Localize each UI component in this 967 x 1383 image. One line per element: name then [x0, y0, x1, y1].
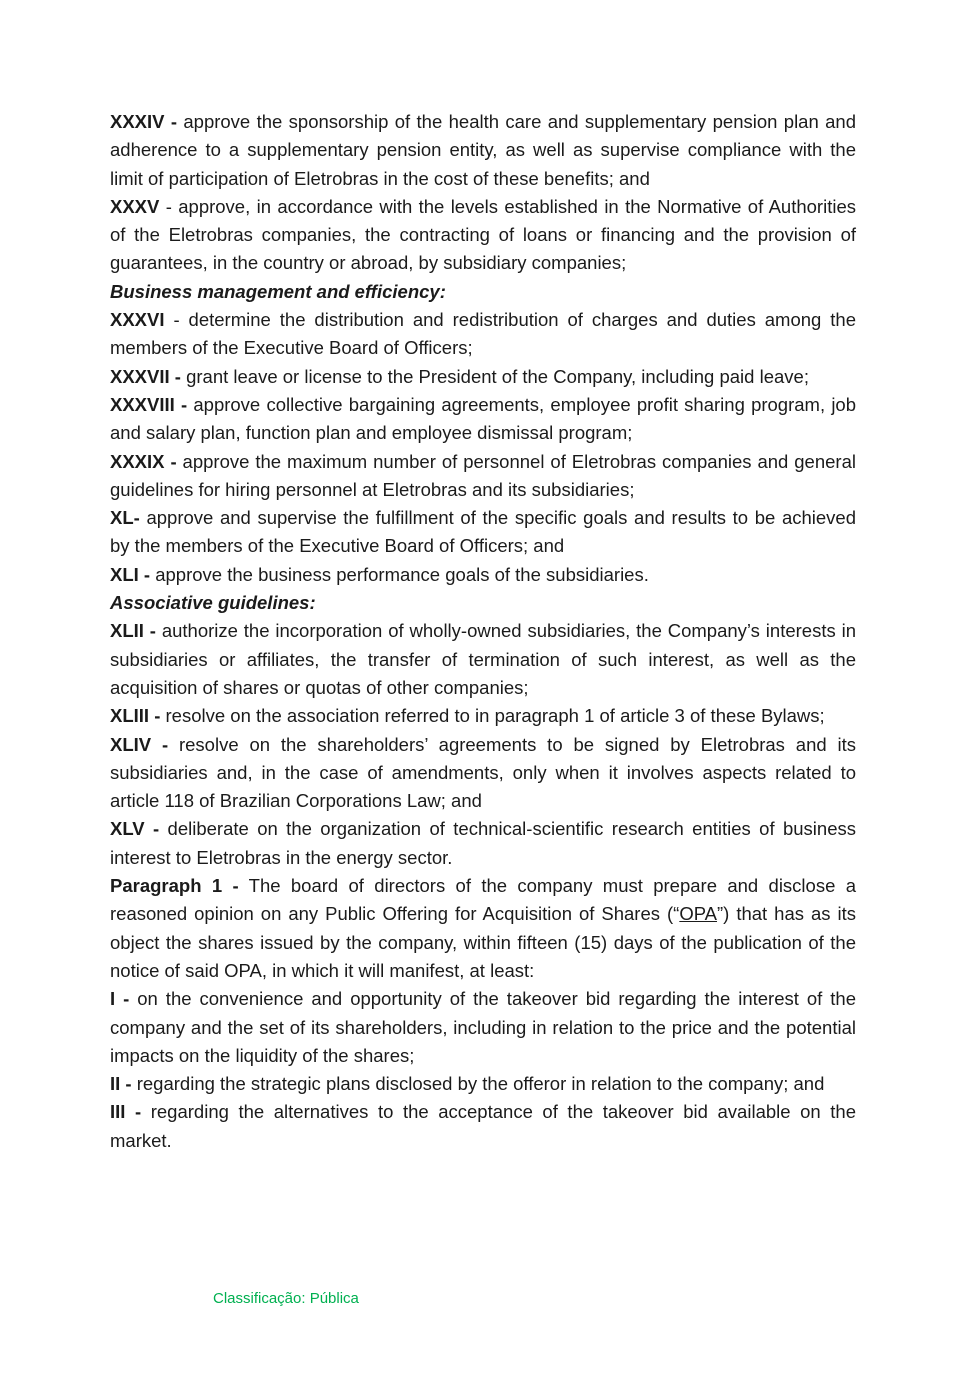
item-text: regarding the strategic plans disclosed by the offeror in relation to the company; and	[131, 1073, 825, 1095]
item-text: resolve on the association referred to in paragraph 1 of article 3 of these Bylaws;	[160, 705, 825, 727]
item-label: XXXIV -	[110, 111, 178, 132]
item-xlv	[110, 815, 856, 872]
item-iii	[110, 1098, 856, 1155]
item-xxxv	[110, 193, 856, 278]
item-text: approve and supervise the fulfillment of the specific goals and results to be achieved by the members of the Executive Board of Officers; and	[110, 507, 856, 557]
item-label: XLIV -	[110, 733, 169, 755]
item-xxxvii	[110, 363, 856, 391]
item-label: XLI -	[110, 563, 151, 585]
item-text: - approve, in accordance with the levels established in the Normative of Authorities of the Eletrobras companies, the contracting of loans or financing and the provision of guarantees, in the country or abroad, by subsidiary companies;	[110, 195, 856, 274]
item-text: on the convenience and opportunity of the takeover bid regarding the interest of the company and the set of its shareholders, including in relation to the price and the potential impacts on the liquidity of the shares;	[110, 988, 856, 1066]
item-xli	[110, 561, 856, 589]
item-xxxviii	[110, 391, 856, 448]
item-xliv	[110, 731, 856, 816]
document-body	[110, 108, 856, 1155]
item-label: XLIII -	[110, 705, 161, 727]
item-xxxvi	[110, 306, 856, 363]
item-label: XXXV	[110, 195, 160, 217]
item-text: authorize the incorporation of wholly-owned subsidiaries, the Company’s interests in subsidiaries or affiliates, the transfer of termination of such interest, as well as the acquisition of shares or quotas of other companies;	[110, 620, 856, 698]
item-xliii	[110, 702, 856, 730]
item-text: approve collective bargaining agreements, employee profit sharing program, job and salary plan, function plan and employee dismissal program;	[110, 393, 857, 444]
item-label: XXXVII -	[110, 365, 181, 387]
item-label: XXXVIII -	[110, 393, 188, 415]
item-xxxiv	[110, 108, 856, 193]
item-label: XXXIX -	[110, 450, 177, 472]
item-text: resolve on the shareholders’ agreements to be signed by Eletrobras and its subsidiaries and, in the case of amendments, only when it involves aspects related to article 118 of Brazilian Corporations Law; and	[110, 733, 856, 812]
item-xl	[110, 504, 856, 561]
item-text: ”) that has as its object the shares issued by the company, within fifteen (15) days of the publication of the notice of said OPA, in which it will manifest, at least:	[110, 903, 856, 981]
item-label: XLII -	[110, 620, 156, 642]
item-text: grant leave or license to the President of the Company, including paid leave;	[180, 365, 809, 387]
item-label: I -	[110, 988, 130, 1010]
item-text: approve the maximum number of personnel of Eletrobras companies and general guidelines for hiring personnel at Eletrobras and its subsidiaries;	[110, 450, 856, 500]
item-ii	[110, 1070, 856, 1098]
section-heading-business-management: Business management and efficiency:	[110, 280, 446, 302]
item-label: XLV -	[110, 818, 160, 840]
opa-underlined-term: OPA	[679, 903, 718, 925]
item-text: The board of directors of the company must prepare and disclose a reasoned opinion on any Public Offering for Acquisition of Shares (“	[110, 875, 856, 925]
item-text: - determine the distribution and redistribution of charges and duties among the members of the Executive Board of Officers;	[110, 309, 856, 359]
item-xxxix	[110, 448, 856, 505]
item-i	[110, 985, 856, 1070]
item-text: approve the business performance goals of the subsidiaries.	[150, 563, 649, 585]
section-heading-associative-guidelines: Associative guidelines:	[110, 592, 316, 614]
item-label: Paragraph 1 -	[110, 875, 239, 897]
paragraph-1	[110, 872, 856, 985]
item-label: III -	[110, 1101, 142, 1123]
item-text: regarding the alternatives to the acceptance of the takeover bid available on the market.	[110, 1101, 856, 1151]
item-label: II -	[110, 1073, 132, 1095]
item-label: XXXVI	[110, 309, 165, 331]
classification-footer: Classificação: Pública	[213, 1290, 359, 1307]
item-text: approve the sponsorship of the health care and supplementary pension plan and adherence to a supplementary pension entity, as well as supervise compliance with the limit of participation of Eletrobras in the cost of these benefits; and	[110, 111, 856, 189]
item-label: XL-	[110, 507, 140, 529]
item-text: deliberate on the organization of technical-scientific research entities of business interest to Eletrobras in the energy sector.	[110, 818, 856, 868]
item-xlii	[110, 617, 856, 702]
